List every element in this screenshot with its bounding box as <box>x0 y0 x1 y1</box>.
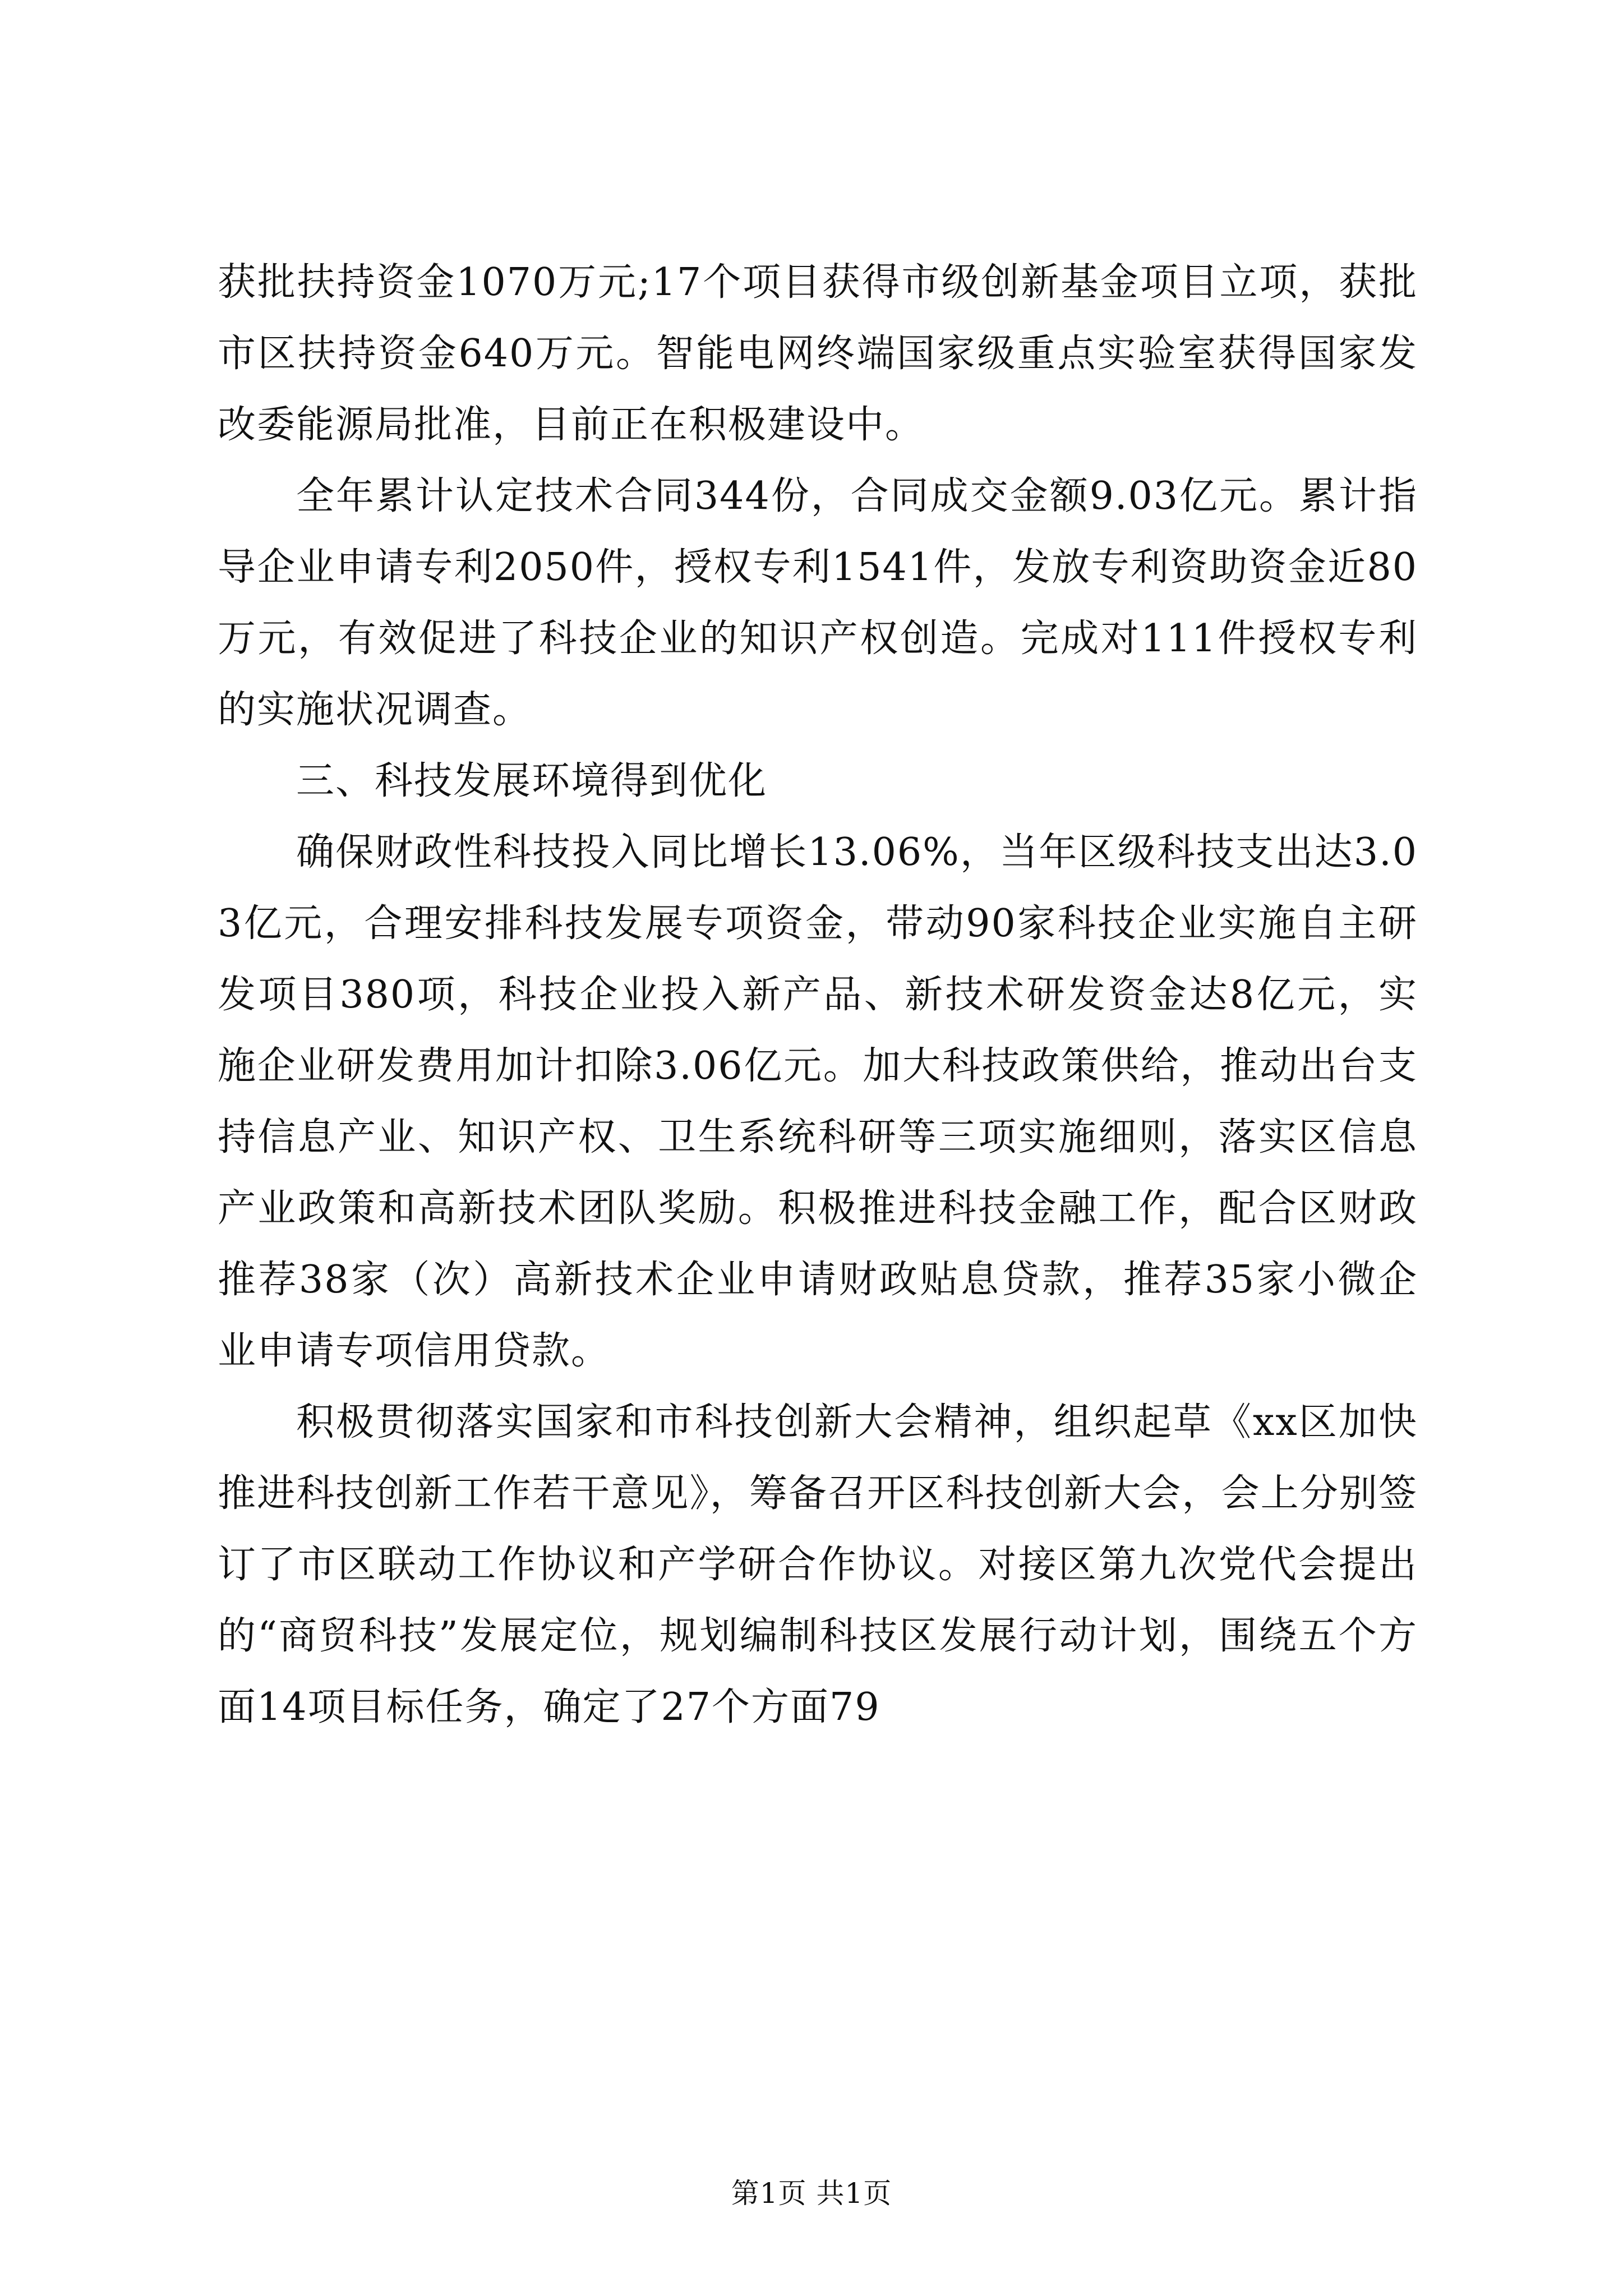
paragraph-technology-contracts: 全年累计认定技术合同344份，合同成交金额9.03亿元。累计指导企业申请专利2050件，授权专利1541件，发放专利资助资金近80万元，有效促进了科技企业的知识产权创造。完成对111件授权专利的实施状况调查。 <box>218 474 1418 732</box>
page-number-footer: 第1页 共1页 <box>731 2177 892 2210</box>
paragraph-fiscal-investment: 确保财政性科技投入同比增长13.06%，当年区级科技支出达3.03亿元，合理安排科技发展专项资金，带动90家科技企业实施自主研发项目380项，科技企业投入新产品、新技术研发资金达8亿元，实施企业研发费用加计扣除3.06亿元。加大科技政策供给，推动出台支持信息产业、知识产权、卫生系统科研等三项实施细则，落实区信息产业政策和高新技术团队奖励。积极推进科技金融工作，配合区财政推荐38家（次）高新技术企业申请财政贴息贷款，推荐35家小微企业申请专项信用贷款。 <box>218 830 1418 1373</box>
document-body <box>218 247 1418 1743</box>
section-heading: 三、科技发展环境得到优化 <box>296 759 768 803</box>
paragraph-continued: 获批扶持资金1070万元;17个项目获得市级创新基金项目立项，获批市区扶持资金640万元。智能电网终端国家级重点实验室获得国家发改委能源局批准，目前正在积极建设中。 <box>218 260 1418 447</box>
paragraph-innovation-conference: 积极贯彻落实国家和市科技创新大会精神，组织起草《xx区加快推进科技创新工作若干意见》，筹备召开区科技创新大会，会上分别签订了市区联动工作协议和产学研合作协议。对接区第九次党代会提出的“商贸科技”发展定位，规划编制科技区发展行动计划，围绕五个方面14项目标任务，确定了27个方面79 <box>218 1400 1418 1729</box>
